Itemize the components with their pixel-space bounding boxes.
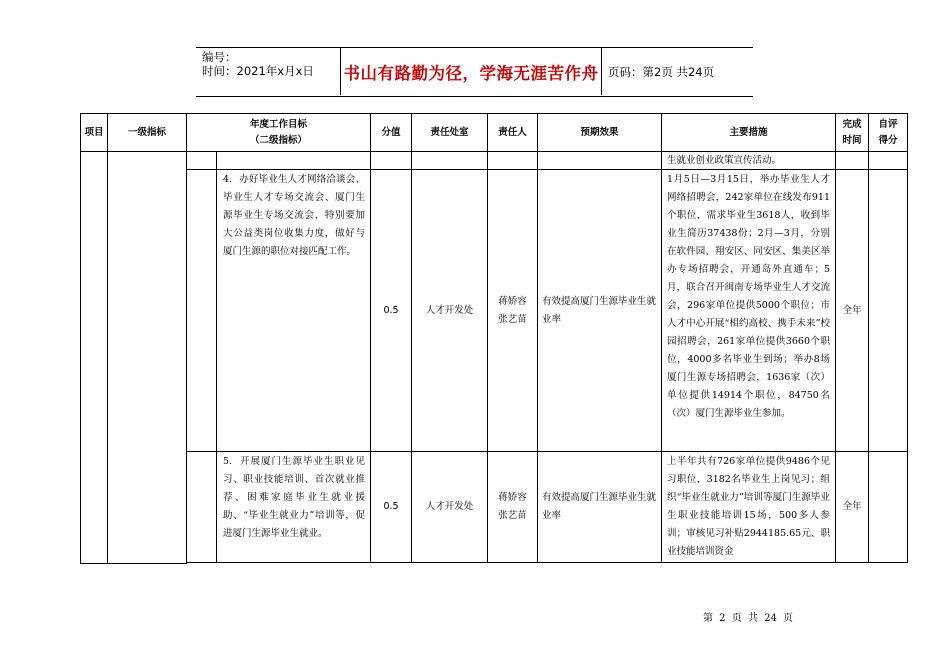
col-header-goal (187, 114, 371, 152)
table-row (81, 452, 908, 563)
cell-effect-empty (538, 152, 662, 170)
cell-effect: 有效提高厦门生源毕业生就业率 (538, 170, 662, 452)
cell-self-score (869, 452, 908, 563)
col-header-goal-line2: （二级指标） (250, 134, 308, 146)
cell-effect: 有效提高厦门生源毕业生就业率 (538, 452, 662, 563)
cell-dept: 人才开发处 (412, 170, 488, 452)
col-header-score: 分值 (371, 114, 412, 152)
cell-time: 全年 (836, 452, 869, 563)
cell-project (81, 152, 108, 564)
cell-person-empty (488, 152, 538, 170)
person-name-1: 蒋娇容 (498, 492, 527, 503)
page-footer: 第 2 页 共 24 页 (703, 613, 793, 624)
cell-level1 (108, 152, 187, 564)
header-meta (202, 50, 314, 78)
goal-number: 5. (223, 456, 233, 467)
cell-goal (217, 170, 371, 452)
col-header-dept: 责任处室 (412, 114, 488, 152)
goal-number: 4. (223, 174, 233, 185)
cell-time-empty (836, 152, 869, 170)
col-header-level1: 一级指标 (108, 114, 187, 152)
person-name-2: 张艺苗 (498, 313, 527, 325)
person-name-2: 张艺苗 (498, 510, 527, 521)
cell-gap (187, 152, 217, 170)
cell-gap (187, 170, 217, 452)
cell-gap (187, 452, 217, 563)
table-row (81, 170, 908, 452)
goal-text: 开展厦门生源毕业生职业见习、职业技能培训、首次就业推荐、困难家庭毕业生就业援助、“毕业生就业力”培训等，促进厦门生源毕业生就业。 (223, 456, 366, 539)
cell-self-empty (869, 152, 908, 170)
cell-score: 0.5 (371, 170, 412, 452)
cell-goal-empty (217, 152, 371, 170)
col-header-time-line2: 时间 (842, 134, 862, 146)
cell-self-score (869, 170, 908, 452)
col-header-time (836, 114, 869, 152)
cell-score: 0.5 (371, 452, 412, 563)
cell-dept-empty (412, 152, 488, 170)
cell-measures: 1月5日—3月15日，举办毕业生人才网络招聘会，242家单位在线发布911个职位，需求毕业生3618人，收到毕业生简历37438份；2月—3月，分别在软件园、翔安区、同安区、集美区举办专场招聘会，开通岛外直通车；5月，联合召开闽南专场毕业生人才交流会，296家单位提供5000个职位；市人才中心开展“相约高校、携手未来”校园招聘会，261家单位提供3660个职位，4000多名毕业生到场；举办8场厦门生源专场招聘会，1636家（次）单位提供14914个职位，84750名（次）厦门生源毕业生参加。 (662, 170, 836, 452)
cell-measures-continued: 生就业创业政策宣传活动。 (662, 152, 836, 170)
col-header-project: 项目 (81, 114, 108, 152)
col-header-person: 责任人 (488, 114, 538, 152)
table-row-continuation (81, 152, 908, 170)
cell-time: 全年 (836, 170, 869, 452)
cell-score-empty (371, 152, 412, 170)
header-motto: 书山有路勤为径，学海无涯苦作舟 (340, 48, 602, 95)
col-header-self-line2: 得分 (878, 134, 898, 146)
cell-goal (217, 452, 371, 563)
work-goals-table (80, 113, 908, 564)
cell-measures: 上半年共有726家单位提供9486个见习职位，3182名毕业生上岗见习；组织“毕业生就业力”培训等厦门生源毕业生职业技能培训15场，500多人参训；审核见习补贴2944185.65元、职业技能培训资金 (662, 452, 836, 563)
col-header-goal-line1: 年度工作目标 (250, 118, 308, 130)
cell-dept: 人才开发处 (412, 452, 488, 563)
header-page-number: 页码：第2页 共24页 (608, 65, 715, 79)
col-header-effect: 预期效果 (538, 114, 662, 152)
person-name-1: 蒋娇容 (498, 295, 527, 307)
cell-person (488, 170, 538, 452)
cell-person (488, 452, 538, 563)
col-header-self-score (869, 114, 908, 152)
table-header-row (81, 114, 908, 152)
goal-text: 办好毕业生人才网络洽谈会、毕业生人才专场交流会、厦门生源毕业生专场交流会，特别要加大公益类岗位收集力度，做好与厦门生源的职位对接匹配工作。 (223, 174, 366, 257)
date-label: 时间：2021年x月x日 (202, 64, 314, 78)
table-spacer-row (81, 563, 908, 564)
col-header-measures: 主要措施 (662, 114, 836, 152)
col-header-time-line1: 完成 (842, 118, 862, 130)
col-header-self-line1: 自评 (878, 118, 898, 130)
serial-number-label: 编号： (202, 50, 237, 64)
header-bottom-rule (196, 96, 753, 97)
